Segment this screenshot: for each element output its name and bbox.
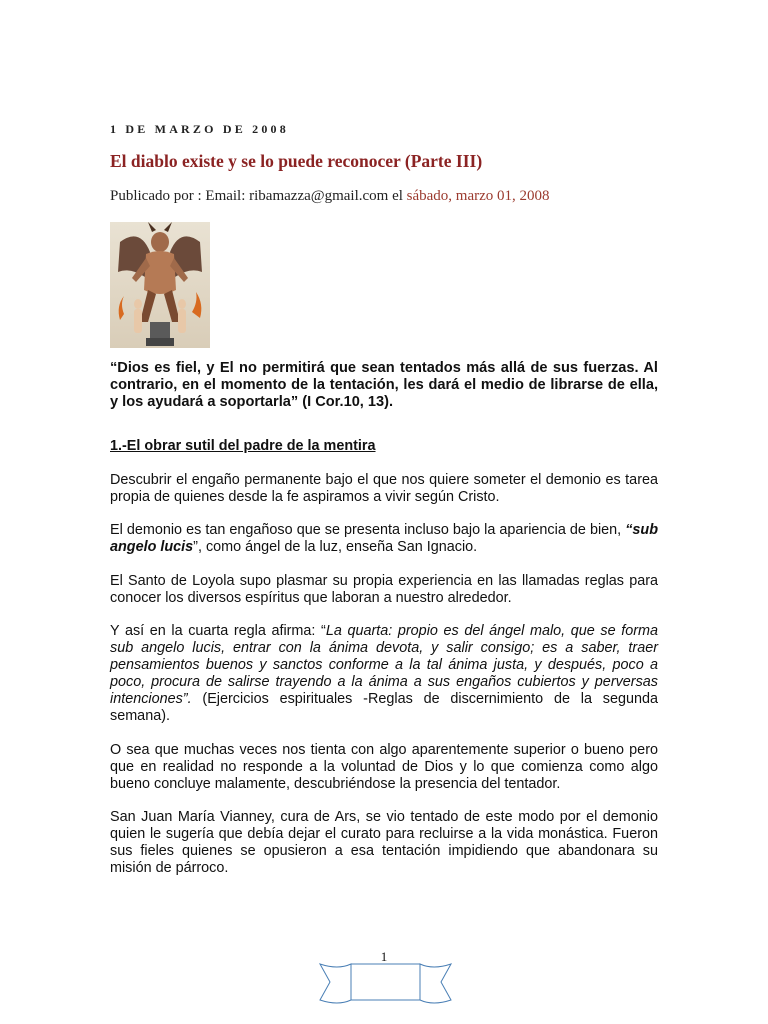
paragraph-6: San Juan María Vianney, cura de Ars, se vio tentado de este modo por el demonio quien le sugería que debía dejar el curato para recluirse a la vida monástica. Fueron sus fieles quienes se opusieron a esa tentación impidiendo que abandonara su misión de párroco. bbox=[110, 809, 658, 876]
latin-emphasis: “sub angelo lucis bbox=[110, 522, 658, 555]
paragraph-3: El Santo de Loyola supo plasmar su propia experiencia en las llamadas reglas para conocer los diversos espíritus que laboran a nuestro alrededor. bbox=[110, 572, 658, 606]
devil-illustration bbox=[110, 222, 210, 348]
paragraph-2: El demonio es tan engañoso que se presenta incluso bajo la apariencia de bien, “sub angelo lucis”, como ángel de la luz, enseña San Ignacio. bbox=[110, 522, 658, 555]
section-heading: 1.-El obrar sutil del padre de la mentira bbox=[110, 438, 376, 454]
date-header: 1 DE MARZO DE 2008 bbox=[110, 122, 289, 136]
paragraph-5: O sea que muchas veces nos tienta con algo aparentemente superior o bueno pero que en realidad no responde a la voluntad de Dios y lo que comienza como algo bueno concluye malamente, descubriéndose la presencia del tentador. bbox=[110, 741, 658, 792]
paragraph-4: Y así en la cuarta regla afirma: “La quarta: propio es del ángel malo, que se forma sub angelo lucis, entrar con la ánima devota, y salir consigo; es a saber, traer pensamientos buenos y sanctos conforme a la tal ánima justa, y después, poco a poco, procura de salirse trayendo a la ánima a sus engaños cubiertos y perversas intenciones”. (Ejercicios espirituales -Reglas de discernimiento de la segunda semana). bbox=[110, 623, 659, 724]
bible-quote: “Dios es fiel, y El no permitirá que sean tentados más allá de sus fuerzas. Al contrario, en el momento de la tentación, les dará el medio de librarse de ella, y los ayudará a soportarla” (I Cor.10, 13). bbox=[110, 360, 658, 410]
post-image bbox=[110, 222, 210, 348]
post-title[interactable]: El diablo existe y se lo puede reconocer (Parte III) bbox=[110, 151, 483, 171]
byline bbox=[110, 188, 550, 205]
page-number: 1 bbox=[380, 949, 388, 964]
article-body bbox=[110, 360, 658, 894]
byline-prefix: Publicado por : Email: ribamazza@gmail.com el bbox=[110, 188, 407, 204]
ignatius-rule-quote: La quarta: propio es del ángel malo, que se forma sub angelo lucis, entrar con la ánima devota, y salir consigo; es a saber, traer pensamientos buenos y sanctos conforme a la tal ánima justa, y después, poco a poco, procura de salirse trayendo a la ánima a sus engaños cubiertos y perversas intenciones”. bbox=[110, 623, 659, 707]
paragraph-1: Descubrir el engaño permanente bajo el que nos quiere someter el demonio es tarea propia de quienes desde la fe aspiramos a vivir según Cristo. bbox=[110, 471, 658, 505]
post-date-link[interactable]: sábado, marzo 01, 2008 bbox=[406, 188, 550, 204]
